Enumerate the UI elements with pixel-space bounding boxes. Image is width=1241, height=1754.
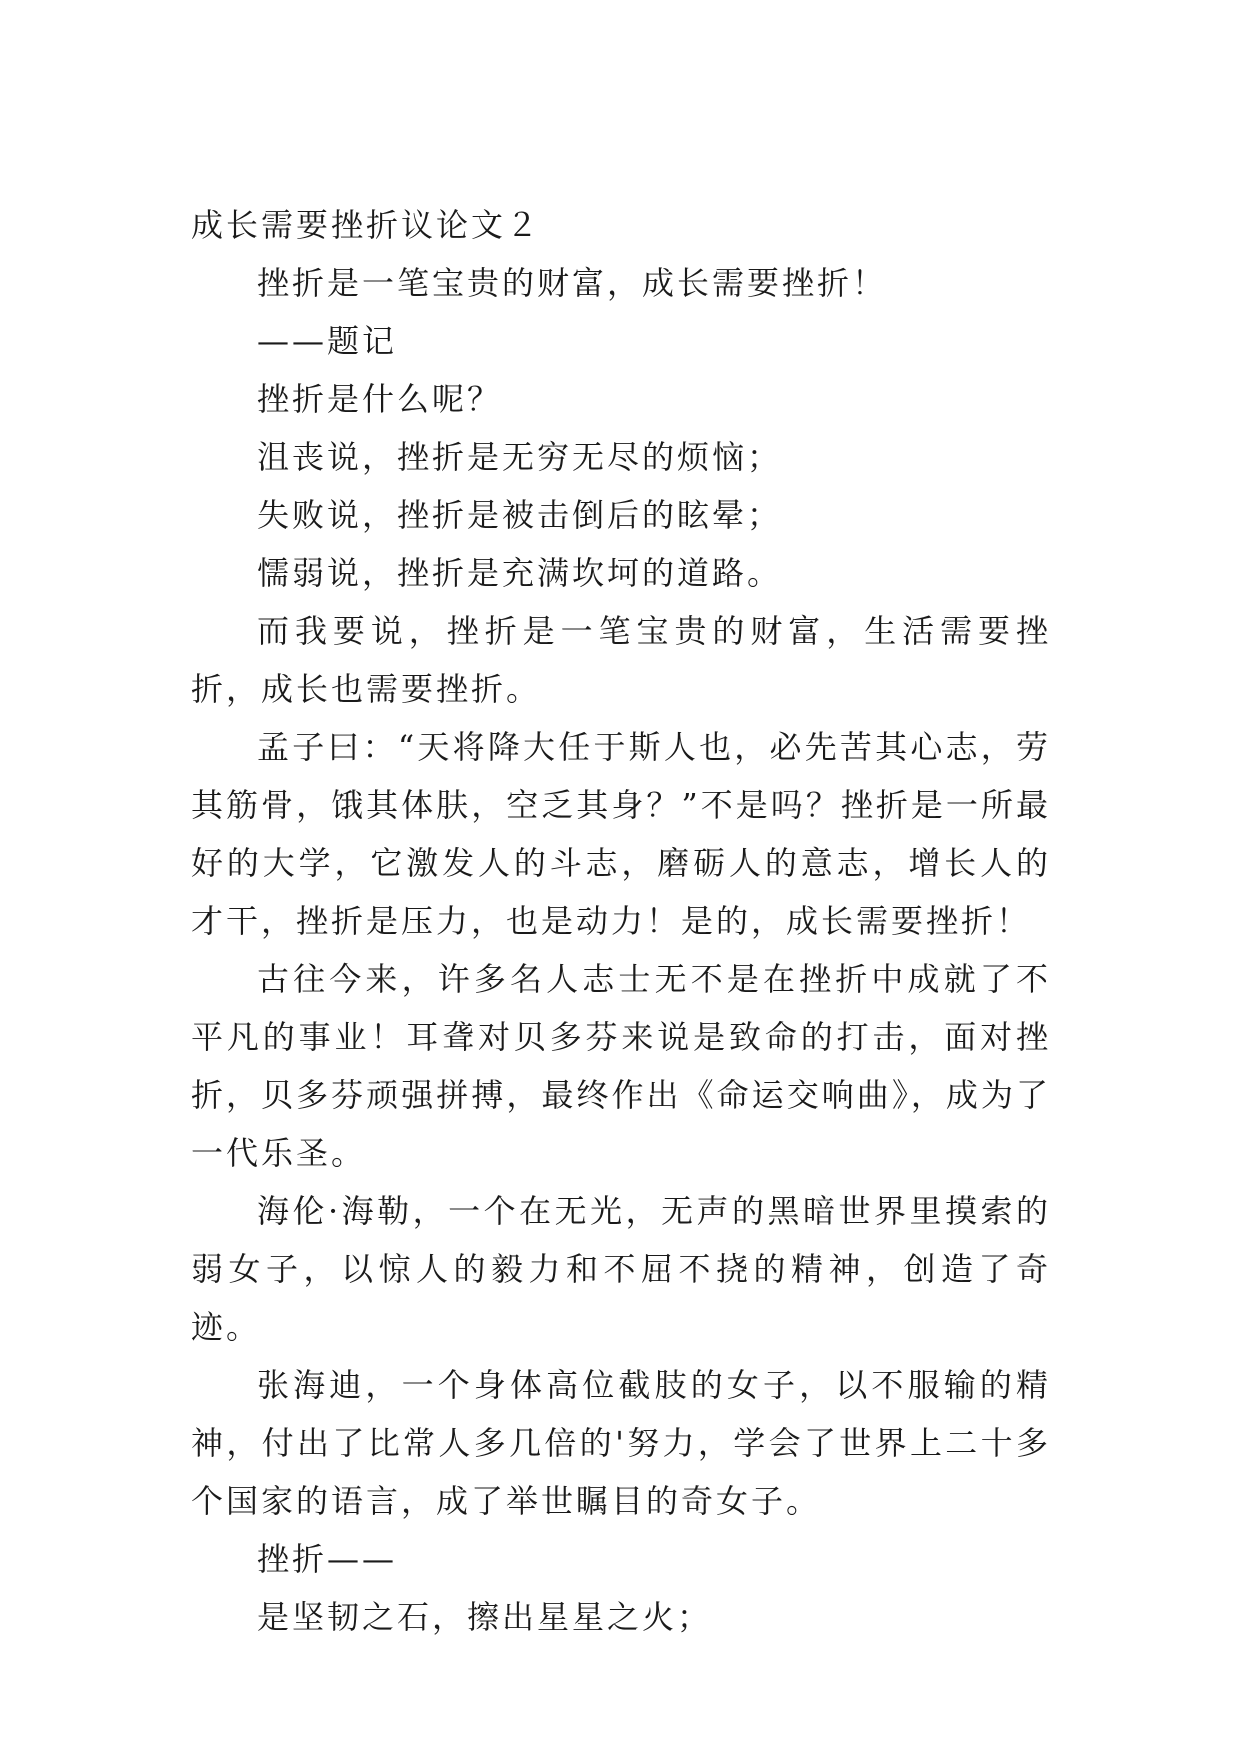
paragraph-epigraph-note: ——题记: [257, 322, 398, 360]
paragraph-beethoven: 古往今来，许多名人志士无不是在挫折中成就了不平凡的事业！耳聋对贝多芬来说是致命的打击，面对挫折，贝多芬顽强拼搏，最终作出《命运交响曲》，成为了一代乐圣。: [191, 960, 1051, 1172]
paragraph-question: 挫折是什么呢？: [257, 380, 503, 418]
document-body: [191, 196, 1051, 1646]
paragraph-thesis: 而我要说，挫折是一笔宝贵的财富，生活需要挫折，成长也需要挫折。: [191, 612, 1051, 708]
paragraph-setback-lead: 挫折——: [257, 1540, 398, 1578]
paragraph-failure: 失败说，挫折是被击倒后的眩晕；: [257, 496, 783, 534]
paragraph-helen: 海伦·海勒，一个在无光，无声的黑暗世界里摸索的弱女子，以惊人的毅力和不屈不挠的精神，创造了奇迹。: [191, 1192, 1051, 1346]
paragraph-dismay: 沮丧说，挫折是无穷无尽的烦恼；: [257, 438, 783, 476]
paragraph-epigraph: 挫折是一笔宝贵的财富，成长需要挫折！: [257, 264, 888, 302]
paragraph-setback-stone: 是坚韧之石，擦出星星之火；: [257, 1598, 713, 1636]
paragraph-mencius: 孟子曰：“天将降大任于斯人也，必先苦其心志，劳其筋骨，饿其体肤，空乏其身？”不是吗？挫折是一所最好的大学，它激发人的斗志，磨砺人的意志，增长人的才干，挫折是压力，也是动力！是的，成长需要挫折！: [191, 728, 1051, 940]
paragraph-zhang-haidi: 张海迪，一个身体高位截肢的女子，以不服输的精神，付出了比常人多几倍的'努力，学会了世界上二十多个国家的语言，成了举世瞩目的奇女子。: [191, 1366, 1051, 1520]
paragraph-weakness: 懦弱说，挫折是充满坎坷的道路。: [257, 554, 783, 592]
document-title: 成长需要挫折议论文２: [191, 206, 542, 244]
